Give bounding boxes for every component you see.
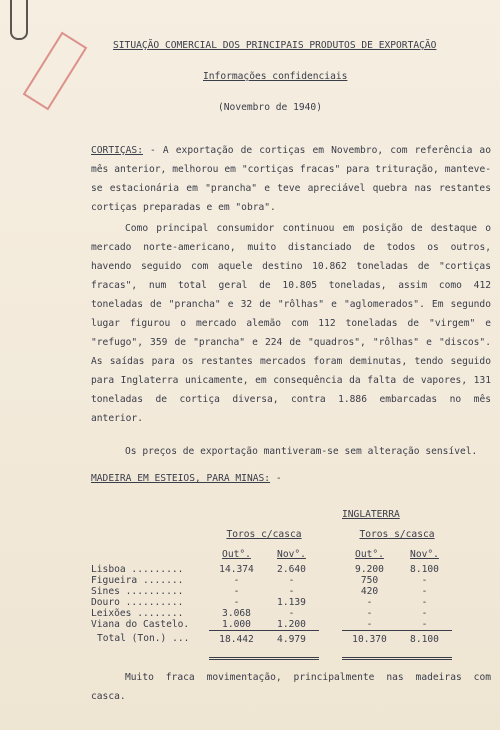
madeira-heading-suffix: -	[270, 473, 282, 484]
cell-value: -	[288, 586, 295, 597]
cell-value: 1.139	[277, 597, 306, 608]
cell-value: 9.200	[355, 564, 384, 575]
row-destination: Douro ..........	[91, 597, 184, 608]
row-destination: Sines ..........	[91, 586, 184, 597]
confidential-stamp	[23, 32, 88, 111]
paper-clip-icon	[10, 0, 28, 40]
cell-value: 1.000	[222, 619, 251, 630]
cortica-text: - A exportação de cortiças em Novembro, com referência ao mês anterior, melhorou em "cortiças fracas" para trituração, manteve-se estacionária em "prancha" e teve apreciável quebra nas restantes cortiças preparadas e em "obra".	[91, 145, 491, 213]
cortica-paragraph	[91, 141, 491, 217]
cell-value: 2.640	[277, 564, 306, 575]
row-destination: Lisboa .........	[91, 564, 184, 575]
cell-value: -	[288, 575, 295, 586]
cell-value: 420	[360, 586, 379, 597]
total-label: Total (Ton.) ...	[97, 633, 190, 645]
cell-value: 8.100	[410, 564, 439, 575]
total-value: 18.442	[209, 631, 264, 648]
cell-value: -	[421, 586, 428, 597]
group-left-header: Toros c/casca	[226, 528, 302, 540]
cell-value: -	[421, 619, 428, 630]
cell-value: 1.200	[277, 619, 306, 630]
month-header: Out°.	[222, 548, 251, 560]
cell-value: 3.068	[222, 608, 251, 619]
table-row	[91, 608, 452, 619]
prices-paragraph: Os preços de exportação mantiveram-se sem alteração sensível.	[125, 446, 478, 457]
cell-value: -	[233, 575, 240, 586]
cell-value: -	[366, 597, 373, 608]
cell-value: 14.374	[219, 564, 254, 575]
cell-value: -	[366, 619, 373, 630]
cell-value: -	[421, 575, 428, 586]
cell-value: -	[288, 608, 295, 619]
table-row	[91, 564, 452, 575]
cell-value: -	[233, 597, 240, 608]
month-header: Nov°.	[277, 548, 306, 560]
madeira-heading	[91, 473, 282, 485]
cortica-lead: CORTIÇAS:	[91, 145, 143, 156]
cell-value: -	[366, 608, 373, 619]
madeira-heading-text: MADEIRA EM ESTEIOS, PARA MINAS:	[91, 473, 271, 484]
table-row	[91, 597, 452, 608]
total-underline	[91, 647, 452, 658]
month-header: Nov°.	[410, 548, 439, 560]
cell-value: 750	[360, 575, 379, 586]
document-subtitle: Informações confidenciais	[203, 71, 348, 82]
group-right-header: Toros s/casca	[359, 528, 435, 540]
table-row	[91, 586, 452, 597]
total-value: 8.100	[397, 631, 452, 648]
country-header: INGLATERRA	[342, 508, 400, 520]
total-row	[91, 631, 452, 648]
cell-value: -	[233, 586, 240, 597]
document-date: (Novembro de 1940)	[218, 102, 322, 113]
cell-value: -	[421, 608, 428, 619]
total-value: 10.370	[342, 631, 397, 648]
closing-paragraph: Muito fraca movimentação, principalmente nas madeiras com casca.	[91, 672, 491, 702]
row-destination: Figueira .......	[91, 575, 184, 586]
cell-value: -	[421, 597, 428, 608]
table-row	[91, 619, 452, 631]
month-header: Out°.	[355, 548, 384, 560]
consumer-paragraph: Como principal consumidor continuou em posição de destaque o mercado norte-americano, muito distanciado de todos os outros, havendo seguido com aquele destino 10.862 toneladas de "cortiças fracas", num total geral de 10.805 toneladas, assim como 412 toneladas de "prancha" e 32 de "rôlhas" e "aglomerados". Em segundo lugar figurou o mercado alemão com 112 toneladas de "virgem" e "refugo", 359 de "prancha" e 224 de "quadros", "rôlhas" e "discos". As saídas para os restantes mercados foram deminutas, tendo seguido para Inglaterra unicamente, em consequência da falta de vapores, 131 toneladas de cortiça diversa, contra 1.886 embarcadas no mês anterior.	[91, 223, 491, 424]
document-title: SITUAÇÃO COMERCIAL DOS PRINCIPAIS PRODUTOS DE EXPORTAÇÃO	[113, 40, 437, 51]
total-value: 4.979	[264, 631, 319, 648]
madeira-table	[91, 504, 452, 660]
table-row	[91, 575, 452, 586]
row-destination: Viana do Castelo.	[91, 619, 190, 631]
row-destination: Leixões ........	[91, 608, 184, 619]
